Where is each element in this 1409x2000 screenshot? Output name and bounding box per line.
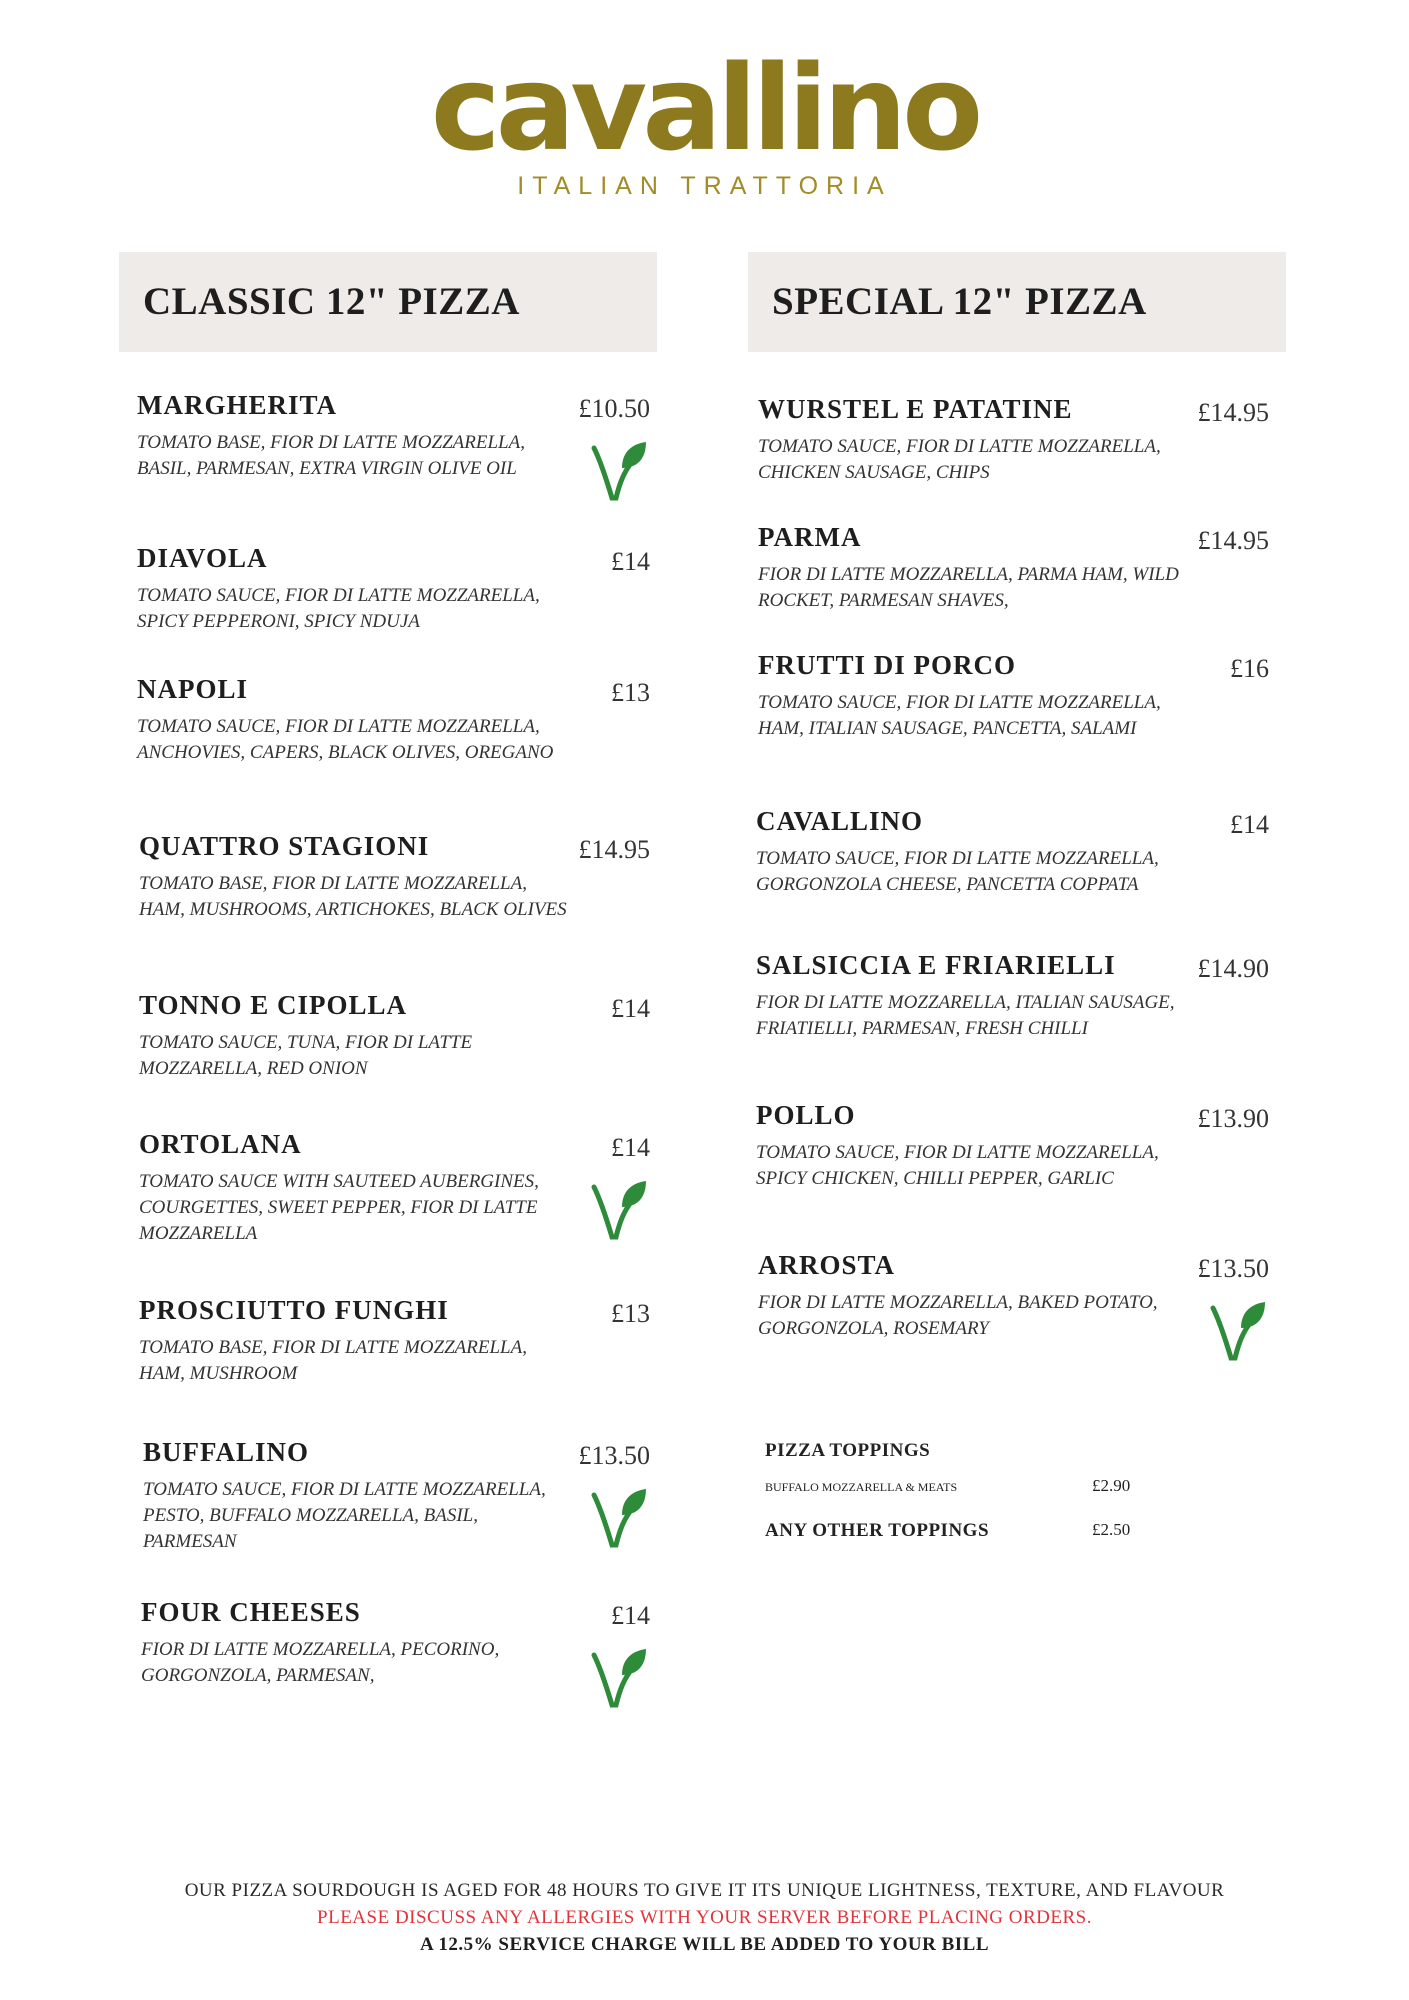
brand-logo: cavallino — [430, 39, 979, 177]
menu-item-description: TOMATO SAUCE, FIOR DI LATTE MOZZARELLA, PESTO, BUFFALO MOZZARELLA, BASIL, PARMESAN — [143, 1479, 546, 1552]
menu-item-name: WURSTEL E PATATINE — [758, 394, 1073, 424]
menu-item-price: £14 — [1230, 810, 1269, 839]
menu-item-description: FIOR DI LATTE MOZZARELLA, PECORINO, GORGONZOLA, PARMESAN, — [141, 1639, 500, 1686]
menu-item-price: £13 — [611, 678, 650, 707]
menu-item-name: TONNO E CIPOLLA — [139, 990, 408, 1020]
footer-allergy-note: PLEASE DISCUSS ANY ALLERGIES WITH YOUR SERVER BEFORE PLACING ORDERS. — [317, 1907, 1092, 1928]
menu-item-name: NAPOLI — [137, 674, 249, 704]
menu-item-price: £14 — [611, 994, 650, 1023]
section-header-special: SPECIAL 12" PIZZA — [748, 252, 1286, 352]
menu-item-name: PARMA — [758, 522, 862, 552]
leaf-v-icon — [588, 1645, 648, 1709]
toppings-other-price: £2.50 — [1092, 1520, 1131, 1539]
menu-item-description: FIOR DI LATTE MOZZARELLA, PARMA HAM, WILD ROCKET, PARMESAN SHAVES, — [758, 564, 1179, 611]
menu-item-price: £13.90 — [1197, 1104, 1269, 1133]
menu-item-price: £14 — [611, 1133, 650, 1162]
menu-item-description: TOMATO SAUCE, FIOR DI LATTE MOZZARELLA, SPICY PEPPERONI, SPICY NDUJA — [137, 585, 540, 632]
menu-item-description: TOMATO SAUCE, FIOR DI LATTE MOZZARELLA, SPICY CHICKEN, CHILLI PEPPER, GARLIC — [756, 1142, 1159, 1189]
menu-item-name: CAVALLINO — [756, 806, 924, 836]
menu-item-name: MARGHERITA — [137, 390, 338, 420]
leaf-v-icon — [588, 438, 648, 502]
menu-item-price: £16 — [1230, 654, 1269, 683]
menu-item-name: POLLO — [756, 1100, 856, 1130]
menu-item-name: ARROSTA — [758, 1250, 896, 1280]
section-header-classic: CLASSIC 12" PIZZA — [119, 252, 657, 352]
brand-subtitle: ITALIAN TRATTORIA — [517, 172, 892, 200]
menu-item-name: QUATTRO STAGIONI — [139, 831, 430, 861]
menu-item-description: TOMATO BASE, FIOR DI LATTE MOZZARELLA, HAM, MUSHROOMS, ARTICHOKES, BLACK OLIVES — [139, 873, 567, 920]
leaf-v-icon — [1207, 1298, 1267, 1362]
toppings-other-label: ANY OTHER TOPPINGS — [765, 1520, 990, 1541]
menu-item-price: £13.50 — [578, 1441, 650, 1470]
brand-header — [0, 39, 1409, 201]
menu-item-price: £13.50 — [1197, 1254, 1269, 1283]
menu-item-description: FIOR DI LATTE MOZZARELLA, ITALIAN SAUSAGE, FRIATIELLI, PARMESAN, FRESH CHILLI — [756, 992, 1175, 1039]
menu-item-description: TOMATO SAUCE, FIOR DI LATTE MOZZARELLA, GORGONZOLA CHEESE, PANCETTA COPPATA — [756, 848, 1159, 895]
menu-item-price: £14.95 — [578, 835, 650, 864]
menu-item-price: £14.90 — [1197, 954, 1269, 983]
menu-item-name: FOUR CHEESES — [141, 1597, 361, 1627]
menu-item-description: TOMATO SAUCE WITH SAUTEED AUBERGINES, COURGETTES, SWEET PEPPER, FIOR DI LATTE MOZZARELLA — [139, 1171, 539, 1244]
menu-item-description: FIOR DI LATTE MOZZARELLA, BAKED POTATO, GORGONZOLA, ROSEMARY — [758, 1292, 1158, 1339]
menu-item-price: £14.95 — [1197, 526, 1269, 555]
leaf-v-icon — [588, 1485, 648, 1549]
footer-sourdough-note: OUR PIZZA SOURDOUGH IS AGED FOR 48 HOURS TO GIVE IT ITS UNIQUE LIGHTNESS, TEXTURE, AND FLAVOUR — [184, 1880, 1225, 1901]
menu-item-description: TOMATO SAUCE, FIOR DI LATTE MOZZARELLA, HAM, ITALIAN SAUSAGE, PANCETTA, SALAMI — [758, 692, 1161, 739]
menu-item-price: £13 — [611, 1299, 650, 1328]
menu-item-price: £14 — [611, 1601, 650, 1630]
menu-item-description: TOMATO SAUCE, FIOR DI LATTE MOZZARELLA, ANCHOVIES, CAPERS, BLACK OLIVES, OREGANO — [137, 716, 554, 763]
menu-item-name: FRUTTI DI PORCO — [758, 650, 1017, 680]
menu-item-price: £14 — [611, 547, 650, 576]
leaf-v-icon — [588, 1177, 648, 1241]
menu-item-description: TOMATO SAUCE, TUNA, FIOR DI LATTE MOZZARELLA, RED ONION — [139, 1032, 473, 1079]
footer-service-charge: A 12.5% SERVICE CHARGE WILL BE ADDED TO YOUR BILL — [420, 1934, 989, 1955]
menu-item-description: TOMATO SAUCE, FIOR DI LATTE MOZZARELLA, CHICKEN SAUSAGE, CHIPS — [758, 436, 1161, 483]
menu-item-name: PROSCIUTTO FUNGHI — [139, 1295, 449, 1325]
menu-item-description: TOMATO BASE, FIOR DI LATTE MOZZARELLA, BASIL, PARMESAN, EXTRA VIRGIN OLIVE OIL — [137, 432, 525, 479]
toppings-title: PIZZA TOPPINGS — [765, 1440, 931, 1461]
menu-item-description: TOMATO BASE, FIOR DI LATTE MOZZARELLA, HAM, MUSHROOM — [139, 1337, 527, 1384]
menu-item-price: £10.50 — [578, 394, 650, 423]
toppings-buffalo-label: BUFFALO MOZZARELLA & MEATS — [765, 1480, 958, 1494]
menu-item-price: £14.95 — [1197, 398, 1269, 427]
menu-item-name: SALSICCIA E FRIARIELLI — [756, 950, 1116, 980]
menu-item-name: DIAVOLA — [137, 543, 268, 573]
menu-item-name: ORTOLANA — [139, 1129, 302, 1159]
toppings-buffalo-price: £2.90 — [1092, 1476, 1131, 1495]
menu-item-name: BUFFALINO — [143, 1437, 310, 1467]
